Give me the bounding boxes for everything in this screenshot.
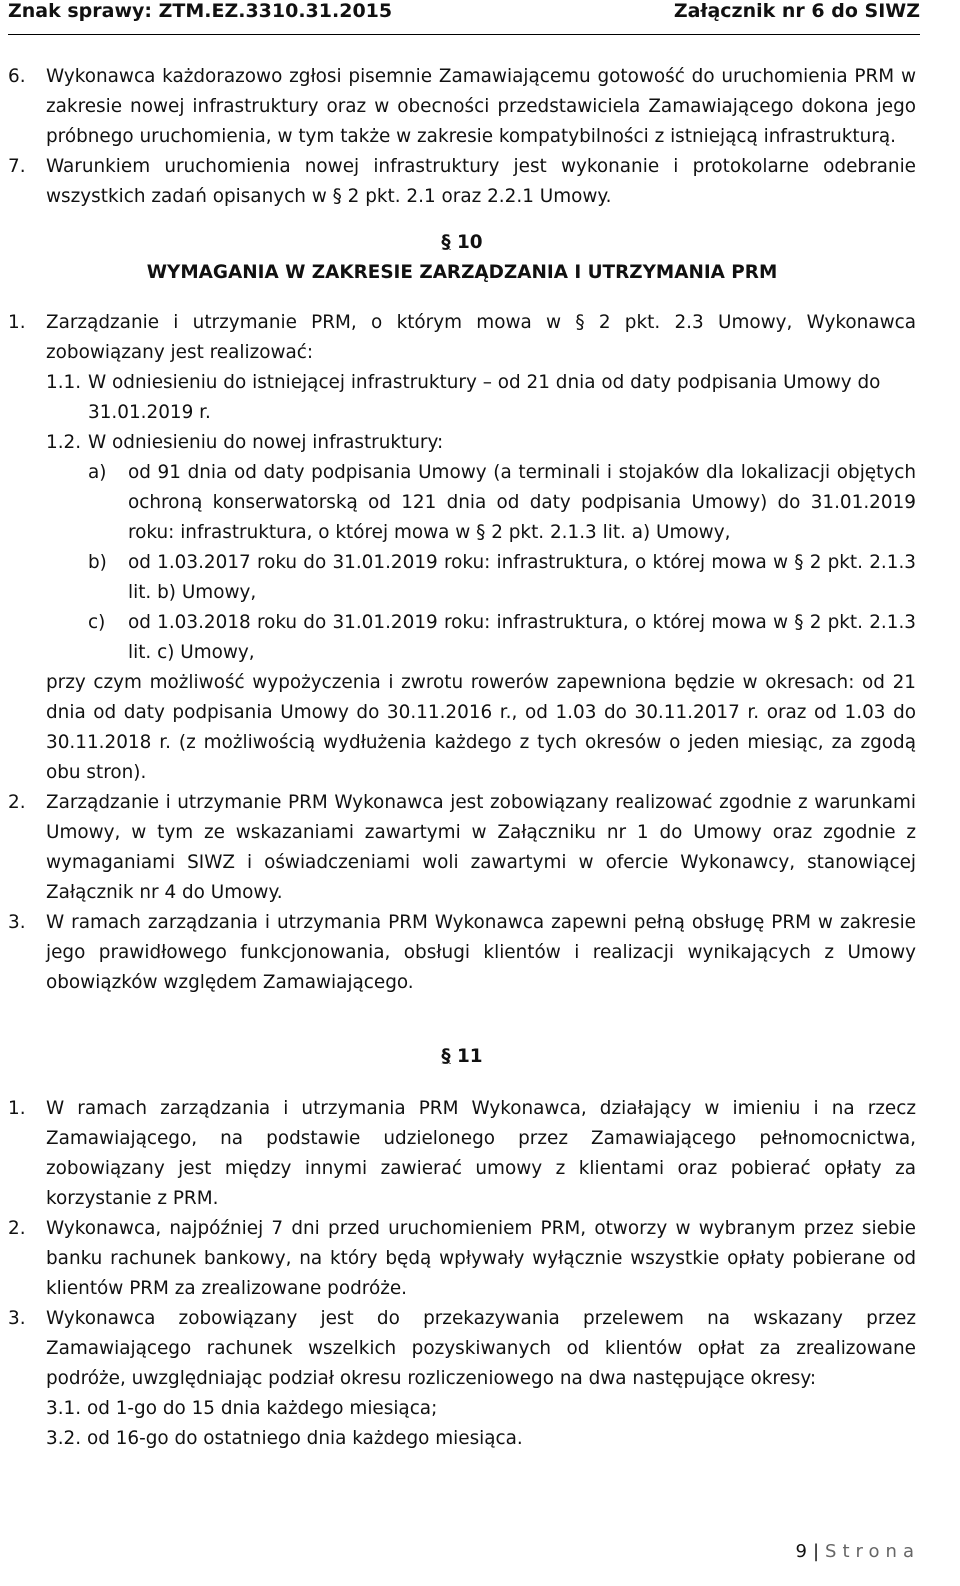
item-text: Wykonawca, najpóźniej 7 dni przed uruchomieniem PRM, otworzy w wybranym przez siebie banku rachunek bankowy, na który będą wpływały wyłącznie wszystkie opłaty pobierane od klientów PRM za zrealizowane podróże. [46,1218,916,1299]
section-title: WYMAGANIA W ZAKRESIE ZARZĄDZANIA I UTRZYMANIA PRM [146,262,778,283]
list-item [8,1304,916,1394]
section-number: 11 [457,1046,483,1067]
sub-item: 3.1. od 1-go do 15 dnia każdego miesiąca; [46,1398,438,1419]
sub-item-number: 1.1. [46,372,82,393]
lettered-item [8,458,916,548]
item-number: 6. [8,66,26,87]
header-divider [8,34,920,35]
lettered-text: od 91 dnia od daty podpisania Umowy (a terminali i stojaków dla lokalizacji objętych ochroną konserwatorską od 121 dnia od daty podpisania Umowy) do 31.01.2019 roku: infrastruktura, o której mowa w § 2 pkt. 2.1.3 lit. a) Umowy, [128,462,916,543]
letter-label: c) [88,612,106,633]
letter-label: b) [88,552,107,573]
item-number: 3. [8,912,26,933]
paragraph-symbol: § [441,232,451,253]
item-text: Wykonawca każdorazowo zgłosi pisemnie Zamawiającemu gotowość do uruchomienia PRM w zakresie nowej infrastruktury oraz w obecności przedstawiciela Zamawiającego dokona jego próbnego uruchomienia, w tym także w zakresie kompatybilności z istniejącą infrastrukturą. [46,66,916,147]
lettered-item [8,608,916,668]
lettered-text: od 1.03.2018 roku do 31.01.2019 roku: infrastruktura, o której mowa w § 2 pkt. 2.1.3 lit. c) Umowy, [128,612,916,663]
page-header [8,0,920,34]
item-text: W ramach zarządzania i utrzymania PRM Wykonawca, działający w imieniu i na rzecz Zamawiającego, na podstawie udzielonego przez Zamawiającego pełnomocnictwa, zobowiązany jest między innymi zawierać umowy z klientami oraz pobierać opłaty za korzystanie z PRM. [46,1098,916,1209]
item-number: 3. [8,1308,26,1329]
item-number: 2. [8,1218,26,1239]
page-label: Strona [825,1541,920,1562]
sub-item: 3.2. od 16-go do ostatniego dnia każdego miesiąca. [46,1428,523,1449]
case-number: Znak sprawy: ZTM.EZ.3310.31.2015 [8,0,393,22]
sub-item-number: 1.2. [46,432,82,453]
paragraph-symbol: § [441,1046,451,1067]
item-text: Wykonawca zobowiązany jest do przekazywania przelewem na wskazany przez Zamawiającego rachunek wszelkich pozyskiwanych od klientów opłat za zrealizowane podróże, uwzględniając podział okresu rozliczeniowego na dwa następujące okresy: [46,1308,916,1389]
lettered-text: od 1.03.2017 roku do 31.01.2019 roku: infrastruktura, o której mowa w § 2 pkt. 2.1.3 lit. b) Umowy, [128,552,916,603]
list-item [8,908,916,998]
list-item [8,152,916,212]
attachment-label: Załącznik nr 6 do SIWZ [673,0,920,22]
footer-separator: | [812,1541,820,1562]
item-number: 1. [8,312,26,333]
item-number: 7. [8,156,26,177]
list-item [8,788,916,908]
section-10-heading [8,228,916,258]
item-number: 1. [8,1098,26,1119]
list-item [8,1094,916,1214]
page-footer [796,1541,920,1562]
document-body [8,62,916,1454]
item-text: Zarządzanie i utrzymanie PRM Wykonawca jest zobowiązany realizować zgodnie z warunkami Umowy, w tym ze wskazaniami zawartymi w Załączniku nr 1 do Umowy oraz zgodnie z wymaganiami SIWZ i oświadczeniami woli zawartymi w ofercie Wykonawcy, stanowiącej Załącznik nr 4 do Umowy. [46,792,916,903]
page-number: 9 [795,1541,807,1562]
sub-item [8,428,916,458]
list-item [8,1214,916,1304]
lettered-item [8,548,916,608]
section-number: 10 [457,232,483,253]
section-11-heading [8,1042,916,1072]
letter-label: a) [88,462,107,483]
item-text: Warunkiem uruchomienia nowej infrastruktury jest wykonanie i protokolarne odebranie wszystkich zadań opisanych w § 2 pkt. 2.1 oraz 2.2.1 Umowy. [46,156,916,207]
item-text: W ramach zarządzania i utrzymania PRM Wykonawca zapewni pełną obsługę PRM w zakresie jego prawidłowego funkcjonowania, obsługi klientów i realizacji wynikających z Umowy obowiązków względem Zamawiającego. [46,912,916,993]
closing-text: przy czym możliwość wypożyczenia i zwrotu rowerów zapewniona będzie w okresach: od 21 dnia od daty podpisania Umowy do 30.11.2016 r., od 1.03 do 30.11.2017 r. oraz od 1.03 do 30.11.2018 r. (z możliwością wydłużenia każdego z tych okresów o jeden miesiąc, za zgodą obu stron). [46,672,916,783]
item-text: Zarządzanie i utrzymanie PRM, o którym mowa w § 2 pkt. 2.3 Umowy, Wykonawca zobowiązany jest realizować: [46,312,916,363]
list-item [8,308,916,368]
list-item [8,62,916,152]
sub-item [8,368,916,428]
sub-item-text: W odniesieniu do nowej infrastruktury: [88,432,444,453]
sub-item-text: W odniesieniu do istniejącej infrastruktury – od 21 dnia od daty podpisania Umowy do 31.01.2019 r. [88,372,881,423]
item-number: 2. [8,792,26,813]
